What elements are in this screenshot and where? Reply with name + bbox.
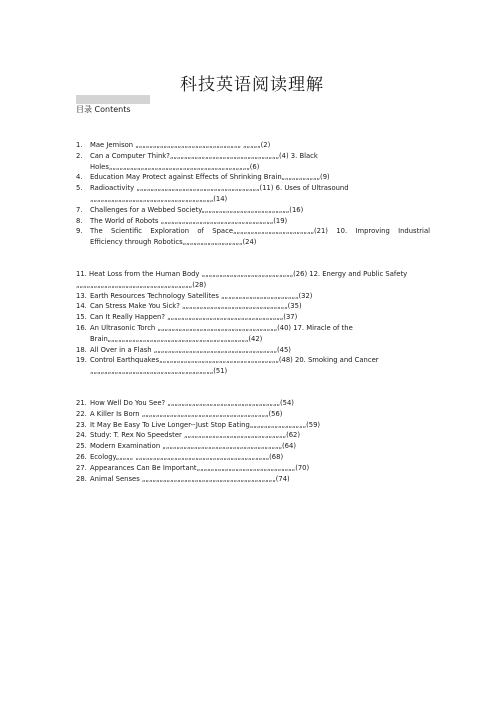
toc-entry-12-continuation[interactable]: „„„„„„„„„„„„„„„„„„„„„„„„„„„„„„„„„(28): [76, 280, 207, 289]
toc-num: 18.: [76, 345, 87, 354]
toc-num: 27.: [76, 463, 87, 472]
toc-num: 16.: [76, 323, 87, 332]
toc-num: 2.: [76, 151, 83, 160]
toc-text: Animal Senses „„„„„„„„„„„„„„„„„„„„„„„„„„„„„„„„„„„„„„(74): [90, 474, 290, 483]
section-gap: [76, 248, 430, 269]
toc-text: A Killer Is Born „„„„„„„„„„„„„„„„„„„„„„„„„„„„„„„„„„„„(56): [90, 409, 283, 418]
toc-entry-5[interactable]: [76, 183, 430, 194]
toc-text: Can a Computer Think?„„„„„„„„„„„„„„„„„„„„„„„„„„„„„„„(4) 3. Black: [90, 151, 318, 160]
toc-entry-9[interactable]: [76, 226, 430, 237]
toc-num: 13.: [76, 291, 87, 300]
toc-heading-bar: [76, 95, 150, 104]
toc-num: 24.: [76, 431, 87, 440]
toc-num: 21.: [76, 398, 87, 407]
toc-num: 7.: [76, 205, 83, 214]
toc-text: How Well Do You See? „„„„„„„„„„„„„„„„„„„„„„„„„„„„„„„„(54): [90, 398, 294, 407]
toc-num: 25.: [76, 442, 87, 451]
toc-entry-10-continuation[interactable]: Efficiency through Robotics„„„„„„„„„„„„„„„„„(24): [90, 238, 257, 247]
toc-text: Can Stress Make You Sick? „„„„„„„„„„„„„„„„„„„„„„„„„„„„„„(35): [90, 302, 302, 311]
toc-entry-14[interactable]: [76, 301, 430, 312]
toc-text: Education May Protect against Effects of Shrinking Brain„„„„„„„„„„„(9): [90, 173, 330, 182]
toc-entry-1[interactable]: [76, 140, 430, 151]
toc-text: Control Earthquakes„„„„„„„„„„„„„„„„„„„„„„„„„„„„„„„„„„(48) 20. Smoking and Cancer: [90, 356, 379, 365]
toc-num: 15.: [76, 313, 87, 322]
toc-num: 4.: [76, 173, 83, 182]
toc-entry-26[interactable]: [76, 452, 430, 463]
toc-text: Ecology„„„„„ „„„„„„„„„„„„„„„„„„„„„„„„„„„„„„„„„„„„„„(68): [90, 452, 284, 461]
toc-entry-18[interactable]: [76, 345, 430, 356]
toc-num: 14.: [76, 302, 87, 311]
toc-num: 22.: [76, 409, 87, 418]
page-title: 科技英语阅读理解: [180, 75, 324, 95]
toc-entry-4[interactable]: [76, 172, 430, 183]
toc-entry-16[interactable]: [76, 323, 430, 334]
toc-num: 9.: [76, 227, 83, 236]
toc-text: Appearances Can Be Important„„„„„„„„„„„„„„„„„„„„„„„„„„„„(70): [90, 463, 310, 472]
toc-entry-21[interactable]: [76, 398, 430, 409]
toc-entry-7[interactable]: [76, 205, 430, 216]
toc-text: An Ultrasonic Torch „„„„„„„„„„„„„„„„„„„„„„„„„„„„„„„„„„(40) 17. Miracle of the: [90, 323, 353, 332]
toc-text: Earth Resources Technology Satellites „„„„„„„„„„„„„„„„„„„„„„(32): [90, 291, 313, 300]
toc-entry-25[interactable]: [76, 441, 430, 452]
toc-num: 8.: [76, 216, 83, 225]
toc-text: The World of Robots „„„„„„„„„„„„„„„„„„„„„„„„„„„„„„„„(19): [90, 216, 288, 225]
toc-text: Challenges for a Webbed Society„„„„„„„„„„„„„„„„„„„„„„„„„(16): [90, 205, 304, 214]
table-of-contents: [76, 140, 430, 484]
toc-num: 19.: [76, 356, 87, 365]
toc-text: All Over in a Flash „„„„„„„„„„„„„„„„„„„„„„„„„„„„„„„„„„„(45): [90, 345, 291, 354]
toc-entry-17-continuation[interactable]: Brain„„„„„„„„„„„„„„„„„„„„„„„„„„„„„„„„„„„„„„„„(42): [90, 334, 263, 343]
toc-entry-22[interactable]: [76, 409, 430, 420]
toc-text: Mae Jemison „„„„„„„„„„„„„„„„„„„„„„„„„„„„„„ „„„„„(2): [90, 141, 271, 149]
toc-entry-2[interactable]: [76, 151, 430, 162]
toc-text: It May Be Easy To Live Longer--Just Stop Eating„„„„„„„„„„„„„„„„(59): [90, 420, 321, 429]
toc-num: 28.: [76, 474, 87, 483]
toc-entry-23[interactable]: [76, 420, 430, 431]
toc-text: Modern Examination „„„„„„„„„„„„„„„„„„„„„„„„„„„„„„„„„„(64): [90, 442, 296, 451]
toc-heading: 目录 Contents: [76, 105, 131, 114]
toc-num: 23.: [76, 420, 87, 429]
toc-entry-19[interactable]: [76, 355, 430, 366]
section-gap: [76, 377, 430, 398]
toc-num: 1.: [76, 141, 83, 149]
toc-text: Study: T. Rex No Speedster „„„„„„„„„„„„„„„„„„„„„„„„„„„„„(62): [90, 431, 301, 440]
toc-entry-13[interactable]: [76, 291, 430, 302]
toc-entry-3-continuation[interactable]: Holes„„„„„„„„„„„„„„„„„„„„„„„„„„„„„„„„„„„„„„„„(6): [90, 162, 260, 171]
toc-text: The Scientific Exploration of Space„„„„„„„„„„„„„„„„„„„„„„„(21) 10. Improving Industrial: [90, 227, 430, 236]
toc-entry-15[interactable]: [76, 312, 430, 323]
toc-text: Can It Really Happen? „„„„„„„„„„„„„„„„„„„„„„„„„„„„„„„„„(37): [90, 313, 298, 322]
toc-entry-28[interactable]: [76, 474, 430, 485]
toc-num: 26.: [76, 452, 87, 461]
toc-text: Radioactivity „„„„„„„„„„„„„„„„„„„„„„„„„„„„„„„„„„„(11) 6. Uses of Ultrasound: [90, 184, 349, 193]
toc-num: 5.: [76, 184, 83, 193]
toc-entry-6-continuation[interactable]: „„„„„„„„„„„„„„„„„„„„„„„„„„„„„„„„„„„(14): [90, 194, 228, 203]
toc-entry-20-continuation[interactable]: „„„„„„„„„„„„„„„„„„„„„„„„„„„„„„„„„„„(51): [90, 367, 228, 376]
toc-entry-27[interactable]: [76, 463, 430, 474]
toc-entry-11[interactable]: 11. Heat Loss from the Human Body „„„„„„„„„„„„„„„„„„„„„„„„„„(26) 12. Energy and Public Safety: [76, 269, 408, 278]
toc-entry-24[interactable]: [76, 430, 430, 441]
toc-entry-8[interactable]: [76, 216, 430, 227]
